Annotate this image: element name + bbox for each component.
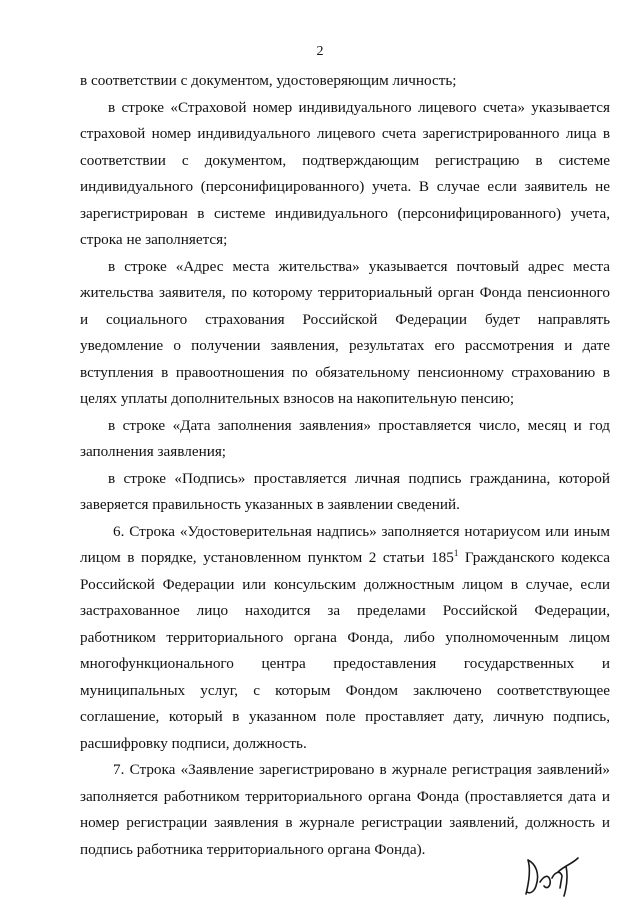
page-number: 2	[316, 44, 324, 59]
item-6-text-end: Гражданского кодекса Российской Федерации или консульским должностным лицом в случае, если застрахованное лицо находится за пределами Российской Федерации, работником территориального органа Фонда, либо уполномоченным лицом многофункционального центра предоставления государственных и муниципальных услуг, с которым Фондом заключено соответствующее соглашение, который в указанном поле проставляет дату, личную подпись, расшифровку подписи, должность.	[80, 549, 610, 752]
paragraph-item-6	[80, 519, 610, 758]
superscript-footnote: 1	[453, 547, 459, 558]
item-6-text-start: 6. Строка «Удостоверительная надпись» заполняется нотариусом или иным лицом в порядке, установленном пунктом 2 статьи 185	[80, 522, 610, 566]
paragraph-item-7: 7. Строка «Заявление зарегистрировано в журнале регистрация заявлений» заполняется работником территориального органа Фонда (проставляется дата и номер регистрации заявления в журнале регистрации заявлений, должность и подпись работника территориального органа Фонда).	[80, 761, 610, 858]
document-body	[80, 68, 610, 863]
paragraph-address: в строке «Адрес места жительства» указывается почтовый адрес места жительства заявителя, по которому территориальный орган Фонда пенсионного и социального страхования Российской Федерации будет направлять уведомление о получении заявления, результатах его рассмотрения и дате вступления в правоотношения по обязательному пенсионному страхованию в целях уплаты дополнительных взносов на накопительную пенсию;	[80, 257, 610, 407]
paragraph-identity-doc: в соответствии с документом, удостоверяющим личность;	[80, 72, 457, 89]
handwritten-signature	[522, 852, 584, 898]
paragraph-snils: в строке «Страховой номер индивидуального лицевого счета» указывается страховой номер индивидуального лицевого счета зарегистрированного лица в соответствии с документом, подтверждающим регистрацию в системе индивидуального (персонифицированного) учета. В случае если заявитель не зарегистрирован в системе индивидуального (персонифицированного) учета, строка не заполняется;	[80, 98, 610, 248]
paragraph-signature: в строке «Подпись» проставляется личная подпись гражданина, которой заверяется правильность указанных в заявлении сведений.	[80, 469, 610, 513]
paragraph-date: в строке «Дата заполнения заявления» проставляется число, месяц и год заполнения заявления;	[80, 416, 610, 460]
